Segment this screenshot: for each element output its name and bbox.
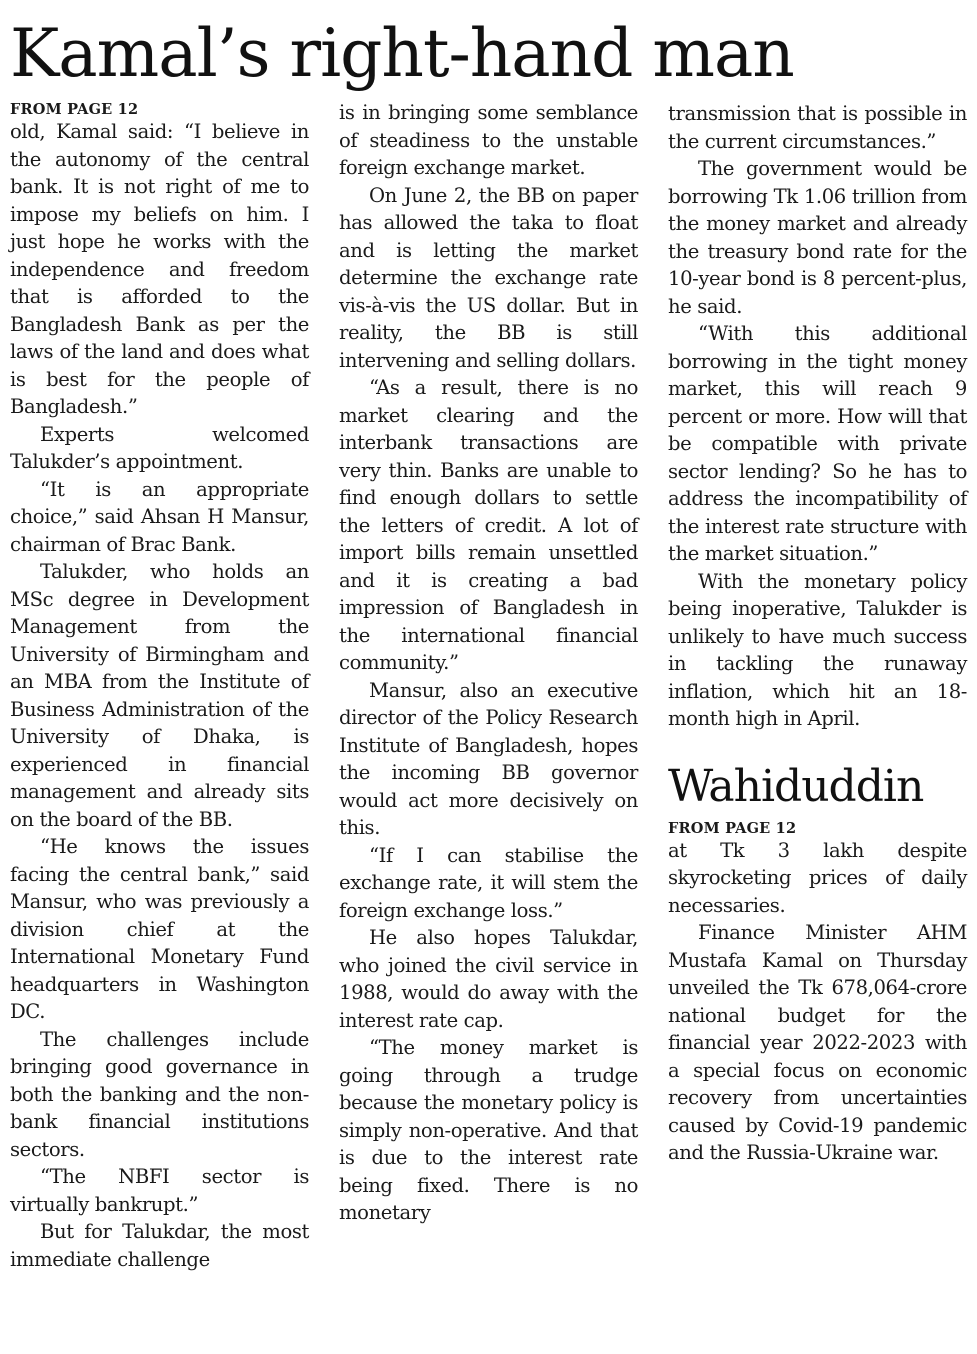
paragraph: On June 2, the BB on paper has allowed the taka to float and is letting the market determine the exchange rate vis-à-vis the US dollar. But in reality, the BB is still intervening and selling dollars. (339, 183, 638, 372)
paragraph: old, Kamal said: “I believe in the autonomy of the central bank. It is not right of me to impose my beliefs on him. I just hope he works with the independence and freedom that is afforded to the Bangladesh Bank as per the laws of the land and does what is best for the people of Bangladesh.” (10, 120, 309, 418)
paragraph: He also hopes Talukdar, who joined the civil service in 1988, would do away with the interest rate cap. (339, 926, 638, 1032)
paragraph: “The money market is going through a trudge because the monetary policy is simply non-operative. And that is due to the interest rate being fixed. There is no monetary (339, 1036, 638, 1224)
paragraph: “If I can stabilise the exchange rate, it will stem the foreign exchange loss.” (339, 843, 638, 922)
second-article-headline: Wahiduddin (668, 760, 924, 812)
paragraph: The government would be borrowing Tk 1.06 trillion from the money market and already the treasury bond rate for the 10-year bond is 8 percent-plus, he said. (668, 157, 967, 318)
paragraph: at Tk 3 lakh despite skyrocketing prices of daily necessaries. (668, 838, 967, 917)
paragraph: Talukder, who holds an MSc degree in Development Management from the University of Birmingham and an MBA from the Institute of Business Administration of the University of Dhaka, is experienced in financial management and already sits on the board of the BB. (10, 560, 309, 831)
paragraph: is in bringing some semblance of steadiness to the unstable foreign exchange market. (339, 101, 638, 179)
paragraph: “He knows the issues facing the central bank,” said Mansur, who was previously a division chief at the International Monetary Fund headquarters in Washington DC. (10, 835, 309, 1023)
paragraph: “The NBFI sector is virtually bankrupt.” (10, 1165, 309, 1216)
paragraph: transmission that is possible in the current circumstances.” (668, 102, 967, 153)
article-column-3 (668, 100, 967, 1167)
jump-label: FROM PAGE 12 (10, 101, 139, 118)
paragraph: Mansur, also an executive director of the Policy Research Institute of Bangladesh, hopes the incoming BB governor would act more decisively on this. (339, 678, 638, 839)
headline: Kamal’s right-hand man (10, 15, 794, 92)
article-column-2 (339, 100, 638, 1227)
paragraph: Finance Minister AHM Mustafa Kamal on Thursday unveiled the Tk 678,064-crore national budget for the financial year 2022-2023 with a special focus on economic recovery from uncertainties caused by Covid-19 pandemic and the Russia-Ukraine war. (668, 921, 967, 1164)
paragraph: The challenges include bringing good governance in both the banking and the non-bank financial institutions sectors. (10, 1027, 309, 1161)
article-column-1 (10, 100, 309, 1273)
paragraph: Experts welcomed Talukder’s appointment. (10, 422, 309, 473)
paragraph: But for Talukdar, the most immediate challenge (10, 1220, 309, 1271)
second-article-jump-label: FROM PAGE 12 (668, 819, 797, 837)
paragraph: “With this additional borrowing in the tight money market, this will reach 9 percent or more. How will that be compatible with private sector lending? So he has to address the incompatibility of the interest rate structure with the market situation.” (668, 322, 967, 565)
paragraph: With the monetary policy being inoperative, Talukder is unlikely to have much success in tackling the runaway inflation, which hit an 18-month high in April. (668, 569, 967, 730)
paragraph: “As a result, there is no market clearing and the interbank transactions are very thin. Banks are unable to find enough dollars to settle the letters of credit. A lot of import bills remain unsettled and it is creating a bad impression of Bangladesh in the international financial community.” (339, 376, 638, 674)
paragraph: “It is an appropriate choice,” said Ahsan H Mansur, chairman of Brac Bank. (10, 477, 309, 556)
